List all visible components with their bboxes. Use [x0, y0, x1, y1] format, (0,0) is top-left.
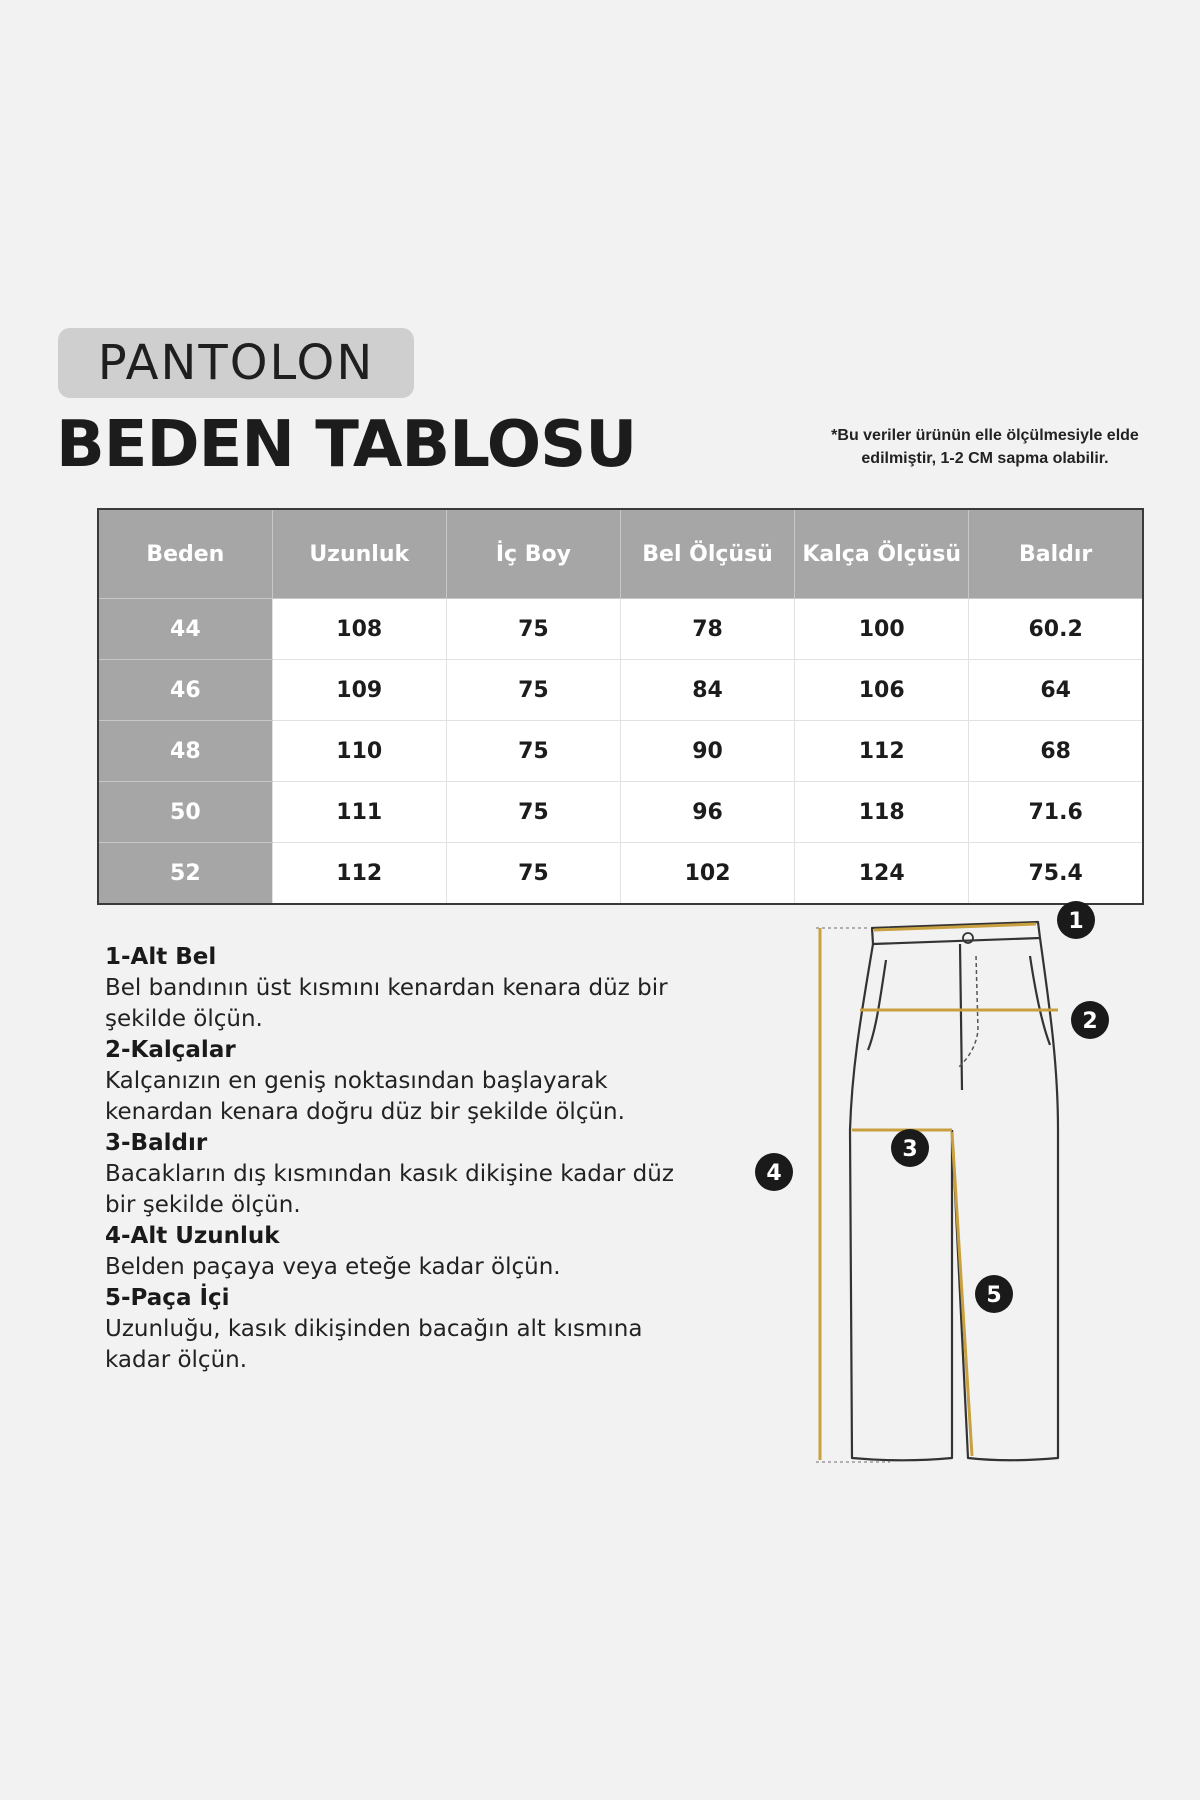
guide-item-title: 1-Alt Bel	[105, 944, 217, 970]
column-header: Bel Ölçüsü	[620, 509, 794, 599]
measurement-note: *Bu veriler ürünün elle ölçülmesiyle elde edilmiştir, 1-2 CM sapma olabilir.	[831, 427, 1139, 467]
table-row	[98, 843, 1143, 905]
inseam-measure-line	[952, 1132, 972, 1456]
left-pocket	[868, 960, 886, 1050]
table-cell: 112	[272, 843, 446, 905]
table-cell: 75	[446, 721, 620, 782]
table-row	[98, 660, 1143, 721]
table-cell: 111	[272, 782, 446, 843]
table-row	[98, 599, 1143, 660]
column-header: İç Boy	[446, 509, 620, 599]
fly-line	[960, 944, 962, 1090]
guide-item-title: 3-Baldır	[105, 1130, 208, 1156]
table-cell: 75	[446, 660, 620, 721]
table-cell: 124	[795, 843, 969, 905]
column-header: Baldır	[969, 509, 1143, 599]
table-cell: 90	[620, 721, 794, 782]
marker-5	[975, 1275, 1013, 1313]
left-leg	[850, 944, 952, 1460]
table-cell: 100	[795, 599, 969, 660]
table-cell: 64	[969, 660, 1143, 721]
guide-item-title: 5-Paça İçi	[105, 1285, 230, 1311]
guide-item-desc: Belden paçaya veya eteğe kadar ölçün.	[105, 1254, 561, 1280]
table-cell: 75	[446, 599, 620, 660]
svg-text:3: 3	[902, 1137, 918, 1162]
marker-2	[1071, 1001, 1109, 1039]
guide-item-title: 2-Kalçalar	[105, 1037, 236, 1063]
svg-text:1: 1	[1068, 909, 1084, 934]
page-title: BEDEN TABLOSU	[56, 408, 637, 482]
table-cell: 68	[969, 721, 1143, 782]
table-row	[98, 782, 1143, 843]
guide-item-desc: Kalçanızın en geniş noktasından başlayarak kenardan kenara doğru düz bir şekilde ölçün.	[105, 1068, 625, 1125]
marker-3	[891, 1129, 929, 1167]
table-cell: 75	[446, 782, 620, 843]
column-header: Uzunluk	[272, 509, 446, 599]
table-cell: 109	[272, 660, 446, 721]
guide-item-desc: Bacakların dış kısmından kasık dikişine kadar düz bir şekilde ölçün.	[105, 1161, 674, 1218]
size-cell: 50	[98, 782, 272, 843]
size-table	[97, 508, 1144, 905]
size-cell: 52	[98, 843, 272, 905]
column-header: Beden	[98, 509, 272, 599]
marker-4	[755, 1153, 793, 1191]
guide-item-title: 4-Alt Uzunluk	[105, 1223, 280, 1249]
table-cell: 118	[795, 782, 969, 843]
measurement-guide	[105, 942, 705, 1376]
table-header-row	[98, 509, 1143, 599]
table-cell: 78	[620, 599, 794, 660]
size-cell: 44	[98, 599, 272, 660]
table-cell: 110	[272, 721, 446, 782]
marker-1	[1057, 901, 1095, 939]
size-cell: 48	[98, 721, 272, 782]
category-label: PANTOLON	[97, 335, 375, 391]
table-cell: 112	[795, 721, 969, 782]
column-header: Kalça Ölçüsü	[795, 509, 969, 599]
guide-item-desc: Bel bandının üst kısmını kenardan kenara düz bir şekilde ölçün.	[105, 975, 668, 1032]
measurement-lines	[820, 924, 1058, 1460]
right-pocket	[1030, 956, 1050, 1045]
table-cell: 75	[446, 843, 620, 905]
table-cell: 96	[620, 782, 794, 843]
table-cell: 75.4	[969, 843, 1143, 905]
table-cell: 84	[620, 660, 794, 721]
size-cell: 46	[98, 660, 272, 721]
svg-text:2: 2	[1082, 1009, 1098, 1034]
svg-text:5: 5	[986, 1283, 1002, 1308]
category-badge	[58, 328, 414, 398]
guide-item-desc: Uzunluğu, kasık dikişinden bacağın alt kısmına kadar ölçün.	[105, 1316, 643, 1373]
svg-text:4: 4	[766, 1161, 782, 1186]
table-cell: 71.6	[969, 782, 1143, 843]
pants-outline	[850, 922, 1058, 1460]
table-cell: 60.2	[969, 599, 1143, 660]
table-cell: 108	[272, 599, 446, 660]
table-cell: 102	[620, 843, 794, 905]
table-cell: 106	[795, 660, 969, 721]
pants-measurement-diagram	[740, 900, 1160, 1480]
table-row	[98, 721, 1143, 782]
